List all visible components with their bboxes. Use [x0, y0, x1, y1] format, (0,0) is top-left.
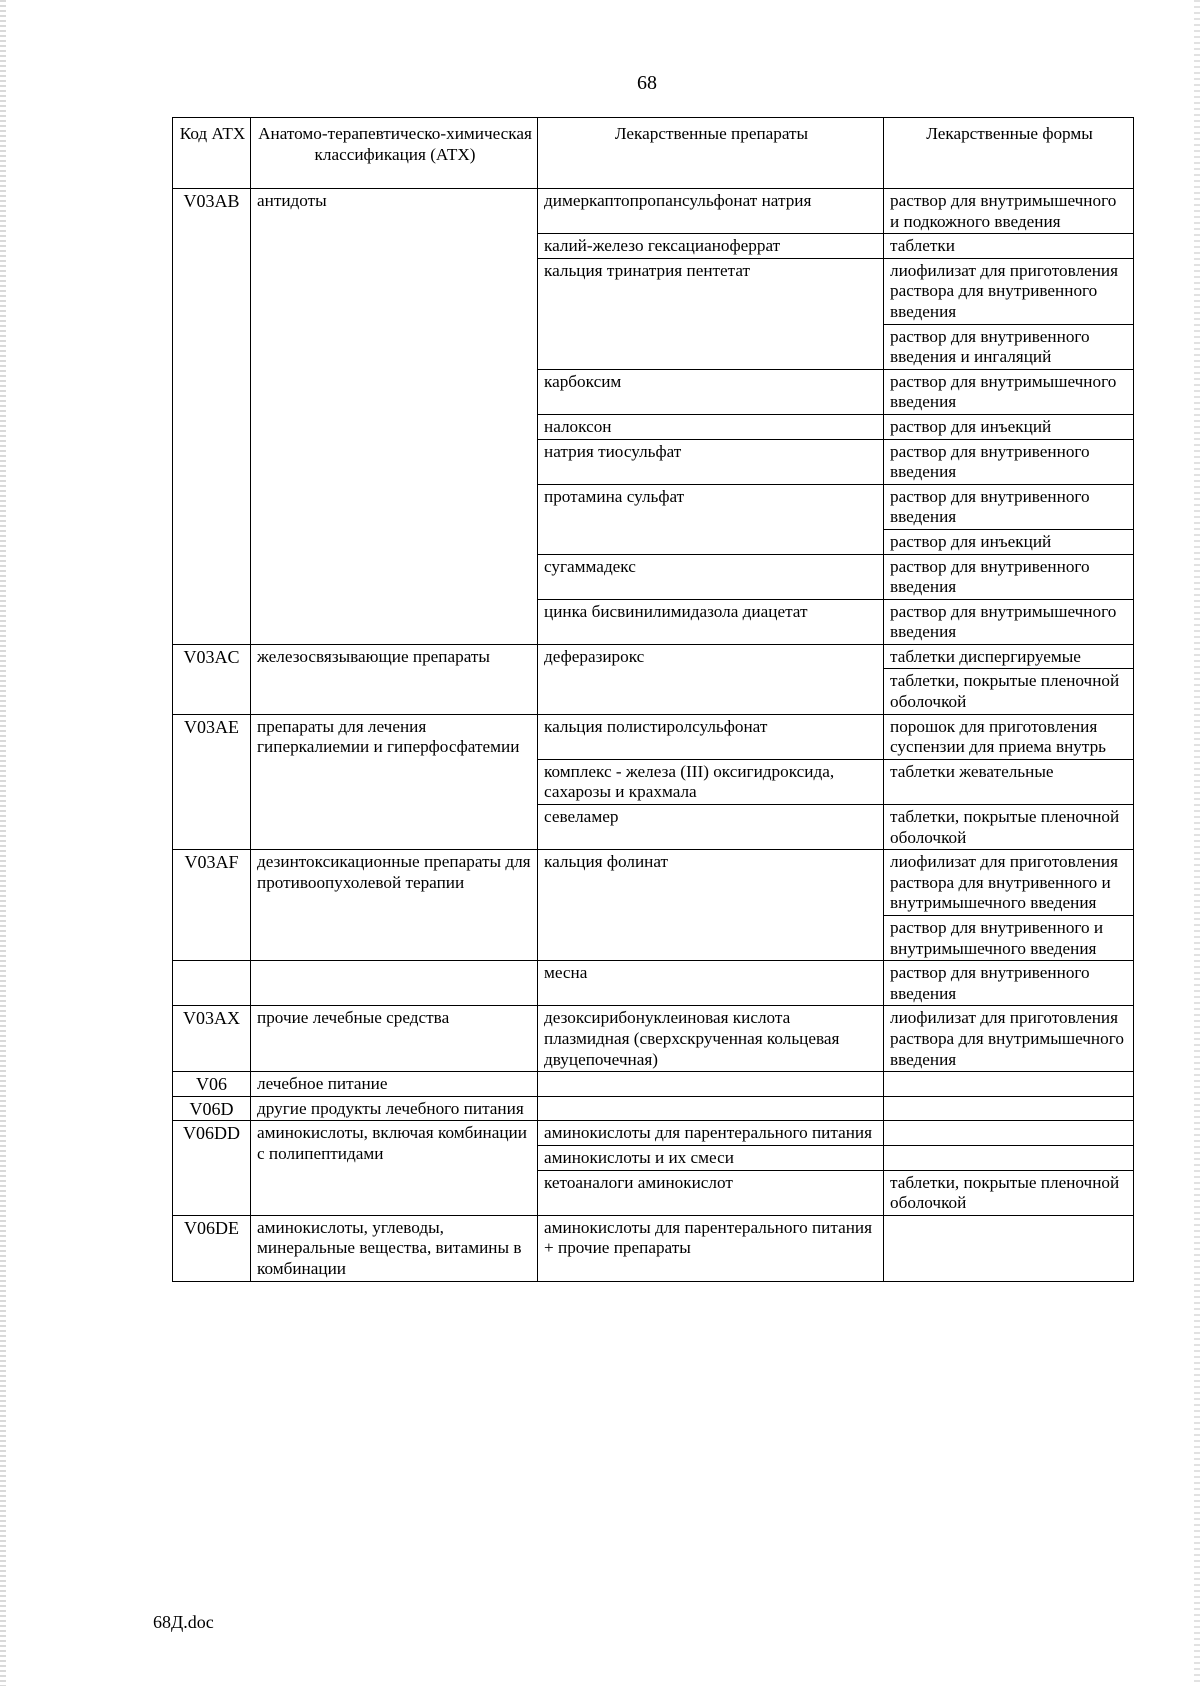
atx-classification-cell: аминокислоты, включая комбинации с полипептидами [251, 1121, 538, 1215]
drug-name-cell: карбоксим [538, 369, 884, 414]
drug-name-cell: кальция полистиролсульфонат [538, 714, 884, 759]
table-body [173, 189, 1134, 1282]
table-row [173, 714, 1134, 759]
atx-classification-cell: антидоты [251, 189, 538, 645]
table-row [173, 644, 1134, 669]
atx-code-cell: V03AE [173, 714, 251, 850]
drug-name-cell: налоксон [538, 414, 884, 439]
drug-name-cell: комплекс - железа (III) оксигидроксида, сахарозы и крахмала [538, 759, 884, 804]
drug-name-cell: цинка бисвинилимидазола диацетат [538, 599, 884, 644]
header-drugs: Лекарственные препараты [538, 118, 884, 189]
dosage-form-cell [884, 1096, 1134, 1121]
table-header-row [173, 118, 1134, 189]
drug-name-cell [538, 1096, 884, 1121]
header-code: Код АТХ [173, 118, 251, 189]
atx-classification-cell [251, 961, 538, 1006]
scan-right-edge [1194, 0, 1200, 1686]
atx-code-cell: V06DD [173, 1121, 251, 1215]
dosage-form-cell: лиофилизат для приготовления раствора для внутривенного введения [884, 258, 1134, 324]
dosage-form-cell: раствор для внутривенного введения [884, 484, 1134, 529]
atx-table [172, 117, 1134, 1282]
drug-name-cell: дезоксирибонуклеиновая кислота плазмидная (сверхскрученная кольцевая двуцепочечная) [538, 1006, 884, 1072]
atx-classification-cell: дезинтоксикационные препараты для противоопухолевой терапии [251, 850, 538, 961]
atx-classification-cell: железосвязывающие препараты [251, 644, 538, 714]
table-row [173, 961, 1134, 1006]
atx-code-cell: V06DE [173, 1215, 251, 1281]
atx-classification-cell: аминокислоты, углеводы, минеральные вещества, витамины в комбинации [251, 1215, 538, 1281]
drug-name-cell [538, 1072, 884, 1097]
drug-name-cell: натрия тиосульфат [538, 439, 884, 484]
dosage-form-cell: раствор для внутримышечного введения [884, 599, 1134, 644]
dosage-form-cell: таблетки, покрытые пленочной оболочкой [884, 805, 1134, 850]
dosage-form-cell [884, 1072, 1134, 1097]
atx-code-cell: V03AC [173, 644, 251, 714]
drug-name-cell: кальция тринатрия пентетат [538, 258, 884, 369]
drug-name-cell: месна [538, 961, 884, 1006]
atx-code-cell: V06D [173, 1096, 251, 1121]
atx-code-cell: V03AB [173, 189, 251, 645]
dosage-form-cell: порошок для приготовления суспензии для приема внутрь [884, 714, 1134, 759]
dosage-form-cell [884, 1145, 1134, 1170]
dosage-form-cell [884, 1121, 1134, 1146]
table-row [173, 1072, 1134, 1097]
atx-classification-cell: другие продукты лечебного питания [251, 1096, 538, 1121]
dosage-form-cell: лиофилизат для приготовления раствора для внутривенного и внутримышечного введения [884, 850, 1134, 916]
scan-left-edge [0, 0, 6, 1686]
drug-name-cell: деферазирокс [538, 644, 884, 714]
atx-code-cell: V03AX [173, 1006, 251, 1072]
table-row [173, 850, 1134, 916]
drug-name-cell: севеламер [538, 805, 884, 850]
drug-name-cell: калий-железо гексацианоферрат [538, 234, 884, 259]
drug-name-cell: протамина сульфат [538, 484, 884, 554]
footer-filename: 68Д.doc [153, 1612, 214, 1632]
drug-name-cell: сугаммадекс [538, 554, 884, 599]
dosage-form-cell: лиофилизат для приготовления раствора для внутримышечного введения [884, 1006, 1134, 1072]
atx-code-cell: V03AF [173, 850, 251, 961]
dosage-form-cell: раствор для внутримышечного введения [884, 369, 1134, 414]
dosage-form-cell: таблетки жевательные [884, 759, 1134, 804]
dosage-form-cell: таблетки [884, 234, 1134, 259]
atx-code-cell [173, 961, 251, 1006]
dosage-form-cell: таблетки диспергируемые [884, 644, 1134, 669]
atx-classification-cell: препараты для лечения гиперкалиемии и гиперфосфатемии [251, 714, 538, 850]
drug-name-cell: аминокислоты для парентерального питания [538, 1121, 884, 1146]
table-row [173, 1096, 1134, 1121]
drug-name-cell: кальция фолинат [538, 850, 884, 961]
dosage-form-cell: таблетки, покрытые пленочной оболочкой [884, 1170, 1134, 1215]
table-row [173, 1121, 1134, 1146]
drug-name-cell: кетоаналоги аминокислот [538, 1170, 884, 1215]
atx-classification-cell: лечебное питание [251, 1072, 538, 1097]
drug-name-cell: аминокислоты для парентерального питания + прочие препараты [538, 1215, 884, 1281]
drug-name-cell: димеркаптопропансульфонат натрия [538, 189, 884, 234]
header-forms: Лекарственные формы [884, 118, 1134, 189]
header-classification: Анатомо-терапевтическо-химическая классификация (АТХ) [251, 118, 538, 189]
dosage-form-cell: раствор для внутривенного введения и ингаляций [884, 324, 1134, 369]
table-row [173, 1215, 1134, 1281]
drug-name-cell: аминокислоты и их смеси [538, 1145, 884, 1170]
dosage-form-cell: таблетки, покрытые пленочной оболочкой [884, 669, 1134, 714]
dosage-form-cell: раствор для внутривенного введения [884, 961, 1134, 1006]
dosage-form-cell: раствор для внутривенного и внутримышечного введения [884, 916, 1134, 961]
dosage-form-cell: раствор для внутривенного введения [884, 439, 1134, 484]
dosage-form-cell: раствор для инъекций [884, 414, 1134, 439]
dosage-form-cell: раствор для внутримышечного и подкожного введения [884, 189, 1134, 234]
atx-code-cell: V06 [173, 1072, 251, 1097]
table-row [173, 1006, 1134, 1072]
dosage-form-cell [884, 1215, 1134, 1281]
table-row [173, 189, 1134, 234]
atx-classification-cell: прочие лечебные средства [251, 1006, 538, 1072]
dosage-form-cell: раствор для инъекций [884, 529, 1134, 554]
dosage-form-cell: раствор для внутривенного введения [884, 554, 1134, 599]
page-number: 68 [637, 72, 657, 94]
